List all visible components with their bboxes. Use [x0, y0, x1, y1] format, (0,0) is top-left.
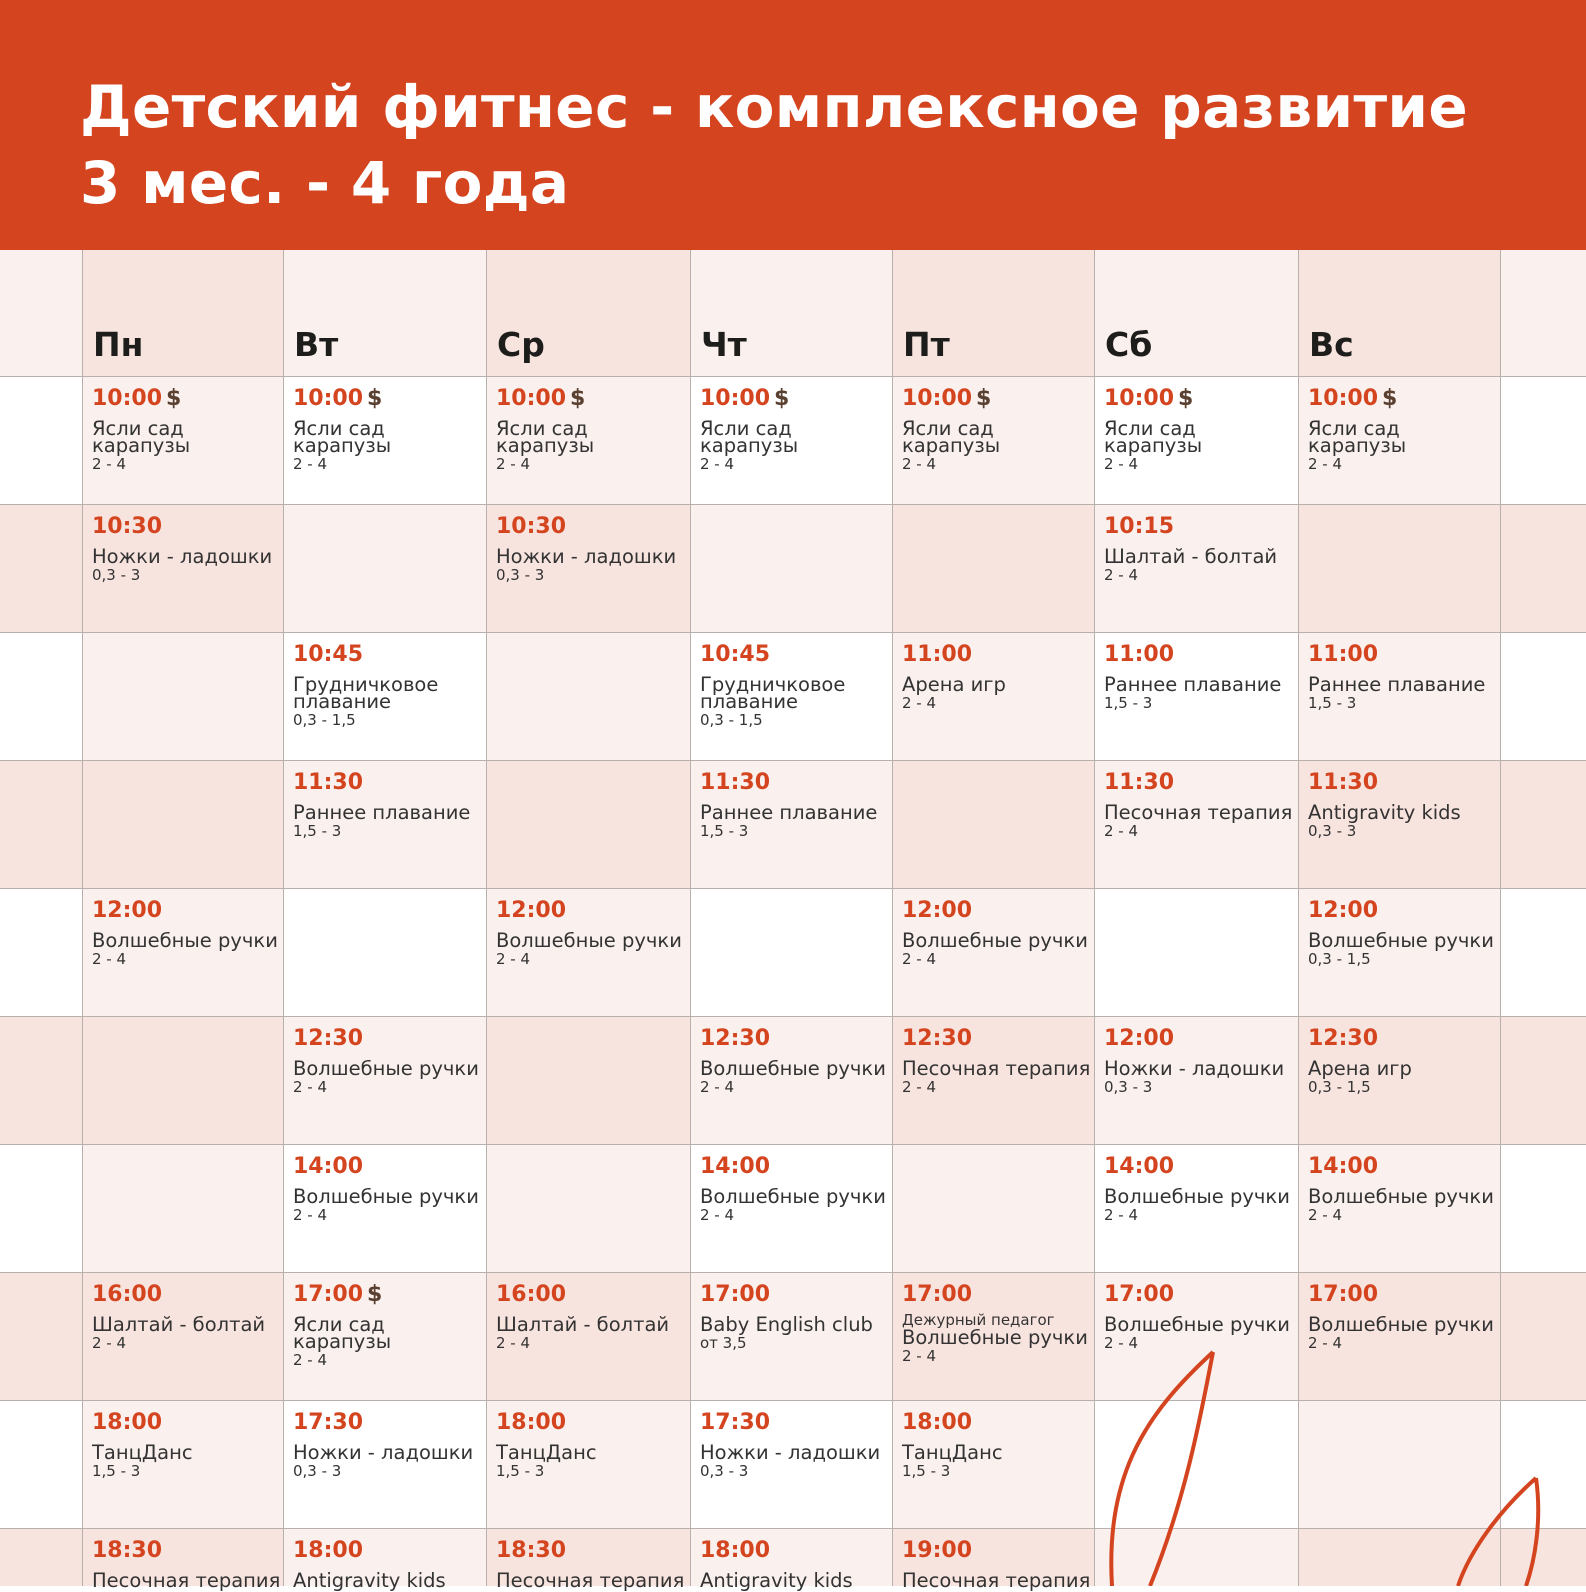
class-name: Песочная терапия [902, 1057, 1091, 1080]
class-name: Волшебные ручки [293, 1185, 479, 1208]
class-time: 10:00 $ [92, 386, 182, 411]
class-age: 2 - 4 [902, 455, 937, 473]
class-slot[interactable] [92, 514, 282, 585]
cell-background [892, 760, 1094, 888]
class-slot[interactable] [496, 1410, 686, 1481]
class-time: 12:30 [700, 1026, 771, 1051]
class-age: 0,3 - 3 [293, 1462, 342, 1480]
class-name: Ясли сад карапузы [496, 417, 595, 457]
row-divider [0, 376, 1586, 377]
class-age: 0,3 - 1,5 [1308, 950, 1371, 968]
class-time: 18:00 [902, 1410, 973, 1435]
cell-background [690, 504, 892, 632]
class-time: 14:00 [293, 1154, 364, 1179]
class-age: 1,5 - 3 [1308, 694, 1357, 712]
class-age: 0,3 - 3 [496, 566, 545, 584]
leaf-decoration-icon [1080, 1340, 1586, 1586]
class-slot[interactable] [700, 642, 890, 730]
class-name: Волшебные ручки [902, 929, 1088, 952]
class-time: 18:00 [293, 1538, 364, 1563]
class-slot[interactable] [700, 1026, 890, 1097]
class-slot[interactable] [1308, 770, 1498, 841]
class-slot[interactable] [92, 1410, 282, 1481]
class-time: 12:30 [1308, 1026, 1379, 1051]
class-slot[interactable] [1308, 386, 1498, 474]
cell-background [690, 888, 892, 1016]
class-name: Раннее плавание [1308, 673, 1486, 696]
class-name: Ножки - ладошки [293, 1441, 474, 1464]
class-slot[interactable] [496, 898, 686, 969]
class-name: Ясли сад карапузы [293, 1313, 392, 1353]
class-name: Грудничковое плавание [700, 673, 846, 713]
class-age: 2 - 4 [1104, 822, 1139, 840]
header-banner [0, 0, 1586, 250]
class-slot[interactable] [1104, 1026, 1294, 1097]
class-age: 1,5 - 3 [902, 1462, 951, 1480]
class-slot[interactable] [293, 1026, 483, 1097]
class-name: Ножки - ладошки [1104, 1057, 1285, 1080]
class-name: Ясли сад карапузы [1104, 417, 1203, 457]
class-age: от 3,5 [700, 1334, 747, 1352]
class-name: Раннее плавание [293, 801, 471, 824]
class-name: Волшебные ручки [700, 1185, 886, 1208]
day-header: Ср [497, 325, 545, 364]
class-time: 18:00 [700, 1538, 771, 1563]
class-slot[interactable] [496, 1538, 686, 1592]
class-name: Ясли сад карапузы [700, 417, 799, 457]
class-time: 10:30 [92, 514, 163, 539]
class-time: 16:00 [496, 1282, 567, 1307]
class-age: 0,3 - 1,5 [700, 711, 763, 729]
class-name: Baby English club [700, 1313, 873, 1336]
class-slot[interactable] [902, 898, 1092, 969]
class-slot[interactable] [700, 386, 890, 474]
class-name: Грудничковое плавание [293, 673, 439, 713]
class-name: Песочная терапия [92, 1569, 281, 1592]
class-age: 2 - 4 [1308, 1334, 1343, 1352]
class-time: 18:00 [496, 1410, 567, 1435]
class-slot[interactable] [293, 1154, 483, 1225]
class-name: Волшебные ручки [1308, 929, 1494, 952]
class-slot[interactable] [902, 642, 1092, 713]
class-age: 2 - 4 [293, 455, 328, 473]
class-age: 2 - 4 [902, 1347, 937, 1365]
class-name: Арена игр [902, 673, 1006, 696]
class-age: 2 - 4 [1104, 1206, 1139, 1224]
column-divider [82, 250, 83, 1586]
class-time: 12:30 [902, 1026, 973, 1051]
class-slot[interactable] [1104, 1154, 1294, 1225]
class-slot[interactable] [1308, 1026, 1498, 1097]
row-divider [0, 632, 1586, 633]
class-time: 12:00 [1104, 1026, 1175, 1051]
class-time: 11:00 [1104, 642, 1175, 667]
class-slot[interactable] [92, 1282, 282, 1353]
day-header: Сб [1105, 325, 1153, 364]
class-slot[interactable] [1308, 642, 1498, 713]
class-time: 11:30 [293, 770, 364, 795]
class-time: 19:00 [902, 1538, 973, 1563]
class-age: 0,3 - 1,5 [293, 711, 356, 729]
class-age: 0,3 - 3 [1308, 822, 1357, 840]
class-age: 2 - 4 [1308, 1206, 1343, 1224]
paid-marker: $ [367, 386, 383, 411]
class-name: Волшебные ручки [293, 1057, 479, 1080]
class-slot[interactable] [1104, 386, 1294, 474]
cell-background [486, 632, 690, 760]
class-time: 14:00 [1104, 1154, 1175, 1179]
class-name: Ясли сад карапузы [1308, 417, 1407, 457]
class-name: Арена игр [1308, 1057, 1412, 1080]
class-slot[interactable] [902, 1282, 1092, 1366]
class-name: Ножки - ладошки [496, 545, 677, 568]
class-age: 2 - 4 [902, 950, 937, 968]
row-divider [0, 1272, 1586, 1273]
class-time: 18:30 [496, 1538, 567, 1563]
class-name: Ясли сад карапузы [92, 417, 191, 457]
class-time: 12:00 [496, 898, 567, 923]
class-age: 2 - 4 [1308, 455, 1343, 473]
class-time: 10:00 $ [1104, 386, 1194, 411]
class-age: 1,5 - 3 [293, 822, 342, 840]
class-name: Волшебные ручки [700, 1057, 886, 1080]
cell-background [82, 1016, 283, 1144]
class-time: 12:00 [902, 898, 973, 923]
class-time: 10:00 $ [496, 386, 586, 411]
paid-marker: $ [367, 1282, 383, 1307]
class-name: Раннее плавание [1104, 673, 1282, 696]
class-time: 11:30 [700, 770, 771, 795]
class-time: 11:00 [902, 642, 973, 667]
class-name: Antigravity kids [293, 1569, 446, 1592]
paid-marker: $ [1178, 386, 1194, 411]
class-time: 17:00 $ [293, 1282, 383, 1307]
class-age: 2 - 4 [1104, 455, 1139, 473]
class-name: Шалтай - болтай [1104, 545, 1278, 568]
class-slot[interactable] [1308, 1154, 1498, 1225]
cell-background [283, 888, 486, 1016]
day-header: Чт [701, 325, 747, 364]
class-age: 0,3 - 3 [92, 566, 141, 584]
class-time: 12:00 [92, 898, 163, 923]
class-slot[interactable] [700, 770, 890, 841]
class-age: 2 - 4 [293, 1206, 328, 1224]
column-divider [283, 250, 284, 1586]
class-time: 11:00 [1308, 642, 1379, 667]
class-time: 10:00 $ [902, 386, 992, 411]
class-name: Песочная терапия [1104, 801, 1293, 824]
cell-background [486, 1144, 690, 1272]
page-subtitle: 3 мес. - 4 года [80, 149, 570, 217]
row-divider [0, 504, 1586, 505]
class-slot[interactable] [902, 1538, 1092, 1592]
column-divider [486, 250, 487, 1586]
class-time: 17:30 [293, 1410, 364, 1435]
class-age: 2 - 4 [902, 694, 937, 712]
class-slot[interactable] [1104, 770, 1294, 841]
class-age: 2 - 4 [1104, 1334, 1139, 1352]
class-name: Волшебные ручки [92, 929, 278, 952]
class-slot[interactable] [92, 386, 282, 474]
row-divider [0, 760, 1586, 761]
cell-background [1298, 504, 1500, 632]
class-slot[interactable] [700, 1538, 890, 1592]
class-name: Antigravity kids [1308, 801, 1461, 824]
class-slot[interactable] [1104, 642, 1294, 713]
class-age: 0,3 - 1,5 [1308, 1078, 1371, 1096]
class-time: 17:30 [700, 1410, 771, 1435]
class-time: 17:00 [902, 1282, 973, 1307]
class-age: 1,5 - 3 [1104, 694, 1153, 712]
class-slot[interactable] [1104, 514, 1294, 585]
class-age: 0,3 - 3 [700, 1462, 749, 1480]
class-age: 2 - 4 [700, 1206, 735, 1224]
class-name: Волшебные ручки [1104, 1185, 1290, 1208]
class-slot[interactable] [496, 1282, 686, 1353]
class-time: 14:00 [700, 1154, 771, 1179]
class-note: Дежурный педагог [902, 1311, 1055, 1329]
class-slot[interactable] [902, 1410, 1092, 1481]
class-age: 2 - 4 [496, 455, 531, 473]
class-name: Волшебные ручки [902, 1326, 1088, 1349]
column-divider [892, 250, 893, 1586]
class-age: 2 - 4 [92, 950, 127, 968]
class-slot[interactable] [293, 1410, 483, 1481]
class-name: ТанцДанс [902, 1441, 1003, 1464]
class-time: 10:15 [1104, 514, 1175, 539]
class-slot[interactable] [902, 1026, 1092, 1097]
class-age: 2 - 4 [293, 1078, 328, 1096]
class-time: 10:00 $ [700, 386, 790, 411]
class-slot[interactable] [92, 1538, 282, 1592]
class-slot[interactable] [496, 514, 686, 585]
paid-marker: $ [976, 386, 992, 411]
class-age: 0,3 - 3 [1104, 1078, 1153, 1096]
class-slot[interactable] [700, 1154, 890, 1225]
cell-background [486, 760, 690, 888]
cell-background [892, 504, 1094, 632]
class-name: Ясли сад карапузы [902, 417, 1001, 457]
class-time: 10:45 [700, 642, 771, 667]
class-time: 11:30 [1308, 770, 1379, 795]
class-time: 10:00 $ [1308, 386, 1398, 411]
class-name: Песочная терапия [496, 1569, 685, 1592]
class-time: 10:00 $ [293, 386, 383, 411]
page-title: Детский фитнес - комплексное развитие [80, 73, 1468, 141]
row-divider [0, 1144, 1586, 1145]
paid-marker: $ [166, 386, 182, 411]
class-time: 12:30 [293, 1026, 364, 1051]
class-slot[interactable] [902, 386, 1092, 474]
paid-marker: $ [570, 386, 586, 411]
class-slot[interactable] [293, 1538, 483, 1592]
class-age: 1,5 - 3 [92, 1462, 141, 1480]
class-time: 17:00 [700, 1282, 771, 1307]
cell-background [486, 1016, 690, 1144]
cell-background [892, 1144, 1094, 1272]
class-time: 17:00 [1104, 1282, 1175, 1307]
day-header: Вт [294, 325, 339, 364]
class-age: 2 - 4 [496, 950, 531, 968]
class-name: Ножки - ладошки [92, 545, 273, 568]
class-slot[interactable] [92, 898, 282, 969]
class-slot[interactable] [700, 1282, 890, 1353]
class-time: 18:00 [92, 1410, 163, 1435]
class-slot[interactable] [293, 386, 483, 474]
class-age: 2 - 4 [293, 1351, 328, 1369]
class-name: ТанцДанс [496, 1441, 597, 1464]
cell-background [1094, 888, 1298, 1016]
class-age: 2 - 4 [92, 1334, 127, 1352]
class-slot[interactable] [293, 770, 483, 841]
class-slot[interactable] [700, 1410, 890, 1481]
class-slot[interactable] [293, 1282, 483, 1370]
class-age: 2 - 4 [700, 455, 735, 473]
column-divider [690, 250, 691, 1586]
paid-marker: $ [1382, 386, 1398, 411]
class-slot[interactable] [1308, 898, 1498, 969]
cell-background [82, 760, 283, 888]
class-time: 14:00 [1308, 1154, 1379, 1179]
paid-marker: $ [774, 386, 790, 411]
class-time: 10:30 [496, 514, 567, 539]
class-time: 17:00 [1308, 1282, 1379, 1307]
class-time: 12:00 [1308, 898, 1379, 923]
class-name: Antigravity kids [700, 1569, 853, 1592]
row-divider [0, 1016, 1586, 1017]
class-name: ТанцДанс [92, 1441, 193, 1464]
class-age: 1,5 - 3 [496, 1462, 545, 1480]
class-name: Волшебные ручки [1308, 1185, 1494, 1208]
class-time: 10:45 [293, 642, 364, 667]
class-name: Волшебные ручки [496, 929, 682, 952]
class-name: Ножки - ладошки [700, 1441, 881, 1464]
class-age: 2 - 4 [1104, 566, 1139, 584]
class-slot[interactable] [496, 386, 686, 474]
class-time: 16:00 [92, 1282, 163, 1307]
class-name: Волшебные ручки [1104, 1313, 1290, 1336]
class-slot[interactable] [293, 642, 483, 730]
class-age: 2 - 4 [902, 1078, 937, 1096]
class-name: Ясли сад карапузы [293, 417, 392, 457]
class-time: 11:30 [1104, 770, 1175, 795]
day-header: Пн [93, 325, 144, 364]
cell-background [82, 1144, 283, 1272]
class-age: 2 - 4 [700, 1078, 735, 1096]
class-name: Песочная терапия [902, 1569, 1091, 1592]
cell-background [283, 504, 486, 632]
class-age: 2 - 4 [496, 1334, 531, 1352]
class-name: Раннее плавание [700, 801, 878, 824]
row-divider [0, 888, 1586, 889]
class-name: Шалтай - болтай [496, 1313, 670, 1336]
class-age: 2 - 4 [92, 455, 127, 473]
day-header: Вс [1309, 325, 1354, 364]
class-time: 18:30 [92, 1538, 163, 1563]
class-age: 1,5 - 3 [700, 822, 749, 840]
cell-background [82, 632, 283, 760]
class-name: Шалтай - болтай [92, 1313, 266, 1336]
class-name: Волшебные ручки [1308, 1313, 1494, 1336]
day-header: Пт [903, 325, 950, 364]
